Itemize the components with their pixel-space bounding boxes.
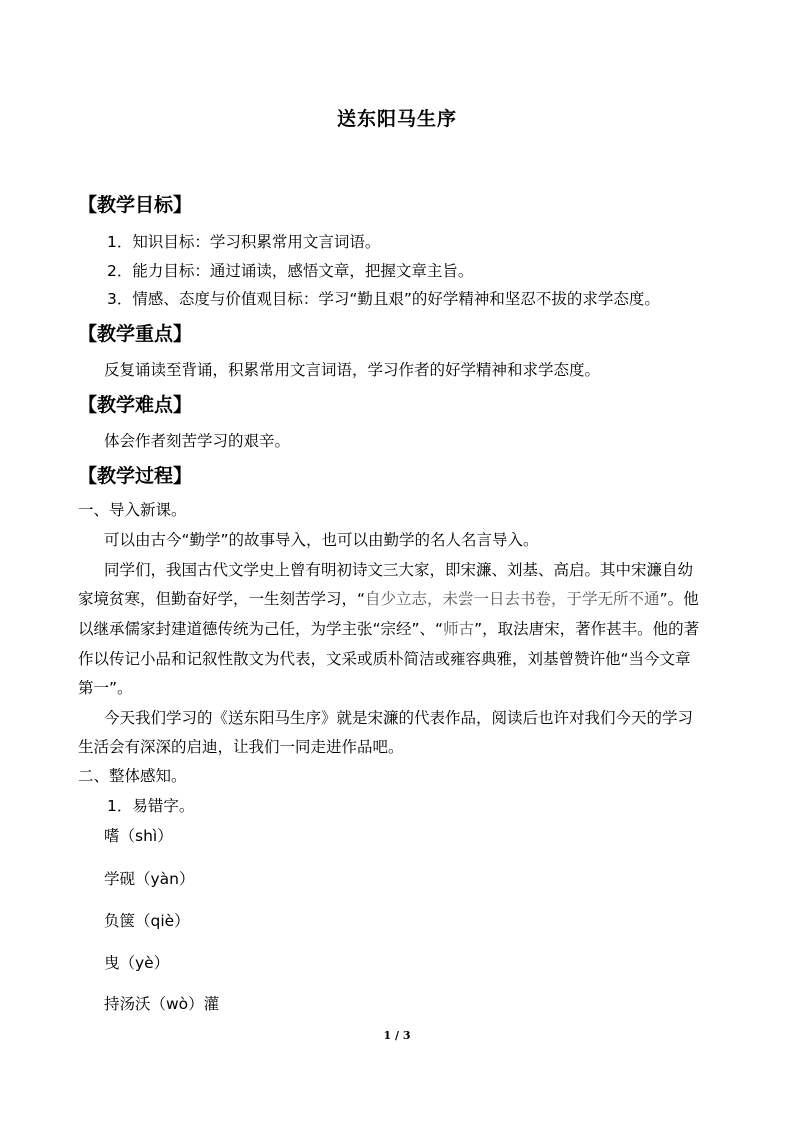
word-item: 负箧（qiè） xyxy=(104,912,190,930)
part1-title: 一、导入新课。 xyxy=(78,501,187,519)
word-item: 持汤沃（wò）灌 xyxy=(104,995,220,1013)
para1-line3-quote: 师古 xyxy=(443,620,475,638)
key-points-text: 反复诵读至背诵，积累常用文言词语，学习作者的好学精神和求学态度。 xyxy=(104,361,601,379)
para1-line2-quote: 自少立志，未尝一日去书卷，于学无所不通 xyxy=(365,590,660,608)
part2-title: 二、整体感知。 xyxy=(78,767,187,785)
para1-line5: 第一”。 xyxy=(78,679,133,697)
para2-line1: 今天我们学习的《送东阳马生序》就是宋濂的代表作品，阅读后也许对我们今天的学习 xyxy=(104,709,694,727)
para1-line3-b: ”，取法唐宋，著作甚丰。他的著 xyxy=(474,620,700,638)
section-heading-difficulties: 【教学难点】 xyxy=(78,394,193,416)
difficulties-text: 体会作者刻苦学习的艰辛。 xyxy=(104,432,291,450)
objective-item-2: 2．能力目标：通过诵读，感悟文章，把握文章主旨。 xyxy=(107,262,474,280)
para1-line3 xyxy=(78,619,699,639)
para2-line2: 生活会有深深的启迪，让我们一同走进作品吧。 xyxy=(78,738,404,756)
para1-line3-a: 以继承儒家封建道德传统为己任，为学主张“宗经”、“ xyxy=(78,620,444,638)
para1-line4: 作以传记小品和记叙性散文为代表，文采或质朴简洁或雍容典雅，刘基曾赞许他“当今文章 xyxy=(78,650,691,668)
section-heading-process: 【教学过程】 xyxy=(78,465,193,487)
section-heading-key-points: 【教学重点】 xyxy=(78,323,193,345)
objective-item-1: 1．知识目标：学习积累常用文言词语。 xyxy=(107,233,381,251)
page-title: 送东阳马生序 xyxy=(336,108,457,130)
page-number: 1 / 3 xyxy=(383,1029,411,1042)
para1-line2-b: ”。他 xyxy=(659,590,699,608)
para1-line2-a: 家境贫寒，但勤奋好学，一生刻苦学习，“ xyxy=(78,590,366,608)
word-item: 嗜（shì） xyxy=(104,827,173,845)
objective-item-3: 3．情感、态度与价值观目标：学习“勤且艰”的好学精神和坚忍不拔的求学态度。 xyxy=(107,290,660,308)
intro-line: 可以由古今“勤学”的故事导入，也可以由勤学的名人名言导入。 xyxy=(104,531,539,549)
para1-line2 xyxy=(78,589,699,609)
word-item: 曳（yè） xyxy=(104,954,170,972)
sub1-title: 1．易错字。 xyxy=(107,797,195,815)
word-item: 学砚（yàn） xyxy=(104,870,195,888)
section-heading-objectives: 【教学目标】 xyxy=(78,194,193,216)
para1-line1: 同学们，我国古代文学史上曾有明初诗文三大家，即宋濂、刘基、高启。其中宋濂自幼 xyxy=(104,561,694,579)
